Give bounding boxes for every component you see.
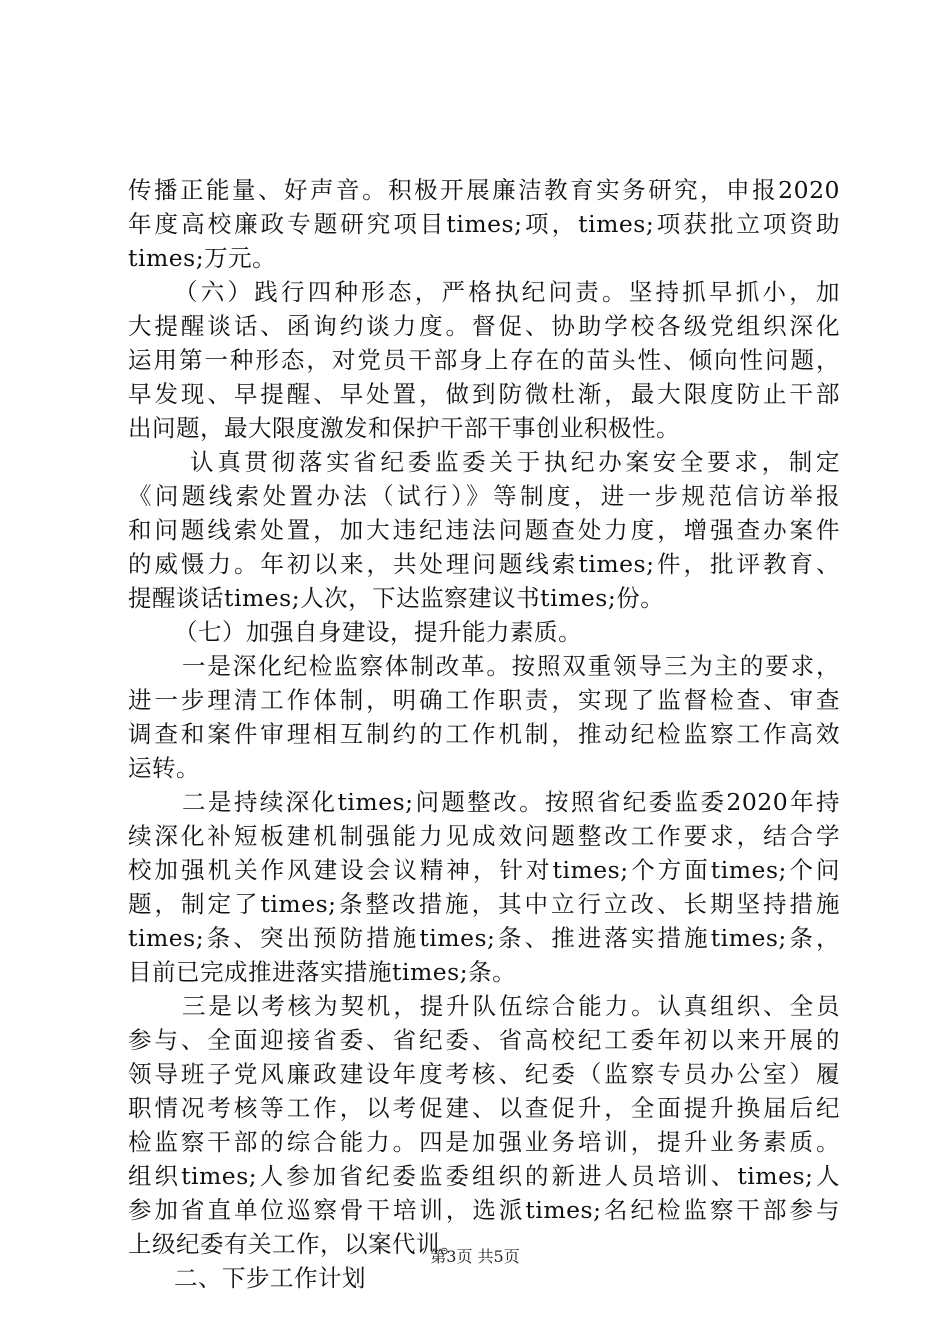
text-line: 续深化补短板建机制强能力见成效问题整改工作要求，结合学 (128, 822, 840, 850)
text-line: 职情况考核等工作，以考促建、以查促升，全面提升换届后纪 (128, 1094, 840, 1122)
text-line: 运转。 (128, 754, 200, 782)
text-line: 领导班子党风廉政建设年度考核、纪委（监察专员办公室）履 (128, 1060, 840, 1088)
text-line: 传播正能量、好声音。积极开展廉洁教育实务研究，申报2020 (128, 176, 840, 204)
text-line: 校加强机关作风建设会议精神，针对times;个方面times;个问 (128, 856, 840, 884)
text-line: 大提醒谈话、函询约谈力度。督促、协助学校各级党组织深化 (128, 312, 840, 340)
text-line: 上级纪委有关工作，以案代训。 (128, 1230, 464, 1258)
text-line: 二是持续深化times;问题整改。按照省纪委监委2020年持 (182, 788, 840, 816)
text-line: 和问题线索处置，加大违纪违法问题查处力度，增强查办案件 (128, 516, 840, 544)
text-line: 提醒谈话times;人次，下达监察建议书times;份。 (128, 584, 665, 612)
text-line: 题，制定了times;条整改措施，其中立行立改、长期坚持措施 (128, 890, 840, 918)
text-line: times;条、突出预防措施times;条、推进落实措施times;条， (128, 924, 840, 952)
text-line: 认真贯彻落实省纪委监委关于执纪办案安全要求，制定 (190, 448, 840, 476)
text-line: 运用第一种形态，对党员干部身上存在的苗头性、倾向性问题， (128, 346, 840, 374)
text-line: 调查和案件审理相互制约的工作机制，推动纪检监察工作高效 (128, 720, 840, 748)
document-body (128, 173, 840, 1295)
section-heading: 二、下步工作计划 (174, 1264, 366, 1292)
paragraph-heading: （七）加强自身建设，提升能力素质。 (174, 618, 582, 646)
text-line: 早发现、早提醒、早处置，做到防微杜渐，最大限度防止干部 (128, 380, 840, 408)
page-number-footer: 第3页 共5页 (430, 1247, 520, 1266)
text-line: 一是深化纪检监察体制改革。按照双重领导三为主的要求， (182, 652, 840, 680)
text-line: 年度高校廉政专题研究项目times;项，times;项获批立项资助 (128, 210, 840, 238)
text-line: 进一步理清工作体制，明确工作职责，实现了监督检查、审查 (128, 686, 840, 714)
text-line: 出问题，最大限度激发和保护干部干事创业积极性。 (128, 414, 680, 442)
text-line: times;万元。 (128, 244, 277, 272)
text-line: 目前已完成推进落实措施times;条。 (128, 958, 517, 986)
text-line: 的威慑力。年初以来，共处理问题线索times;件，批评教育、 (128, 550, 840, 578)
text-line: 三是以考核为契机，提升队伍综合能力。认真组织、全员 (182, 992, 840, 1020)
text-line: 参与、全面迎接省委、省纪委、省高校纪工委年初以来开展的 (128, 1026, 840, 1054)
text-line: 组织times;人参加省纪委监委组织的新进人员培训、times;人 (128, 1162, 840, 1190)
text-line: 参加省直单位巡察骨干培训，选派times;名纪检监察干部参与 (128, 1196, 840, 1224)
text-line: 《问题线索处置办法（试行）》等制度，进一步规范信访举报 (128, 482, 840, 510)
text-line: 检监察干部的综合能力。四是加强业务培训，提升业务素质。 (128, 1128, 840, 1156)
paragraph-heading: （六）践行四种形态，严格执纪问责。坚持抓早抓小，加 (174, 278, 840, 306)
